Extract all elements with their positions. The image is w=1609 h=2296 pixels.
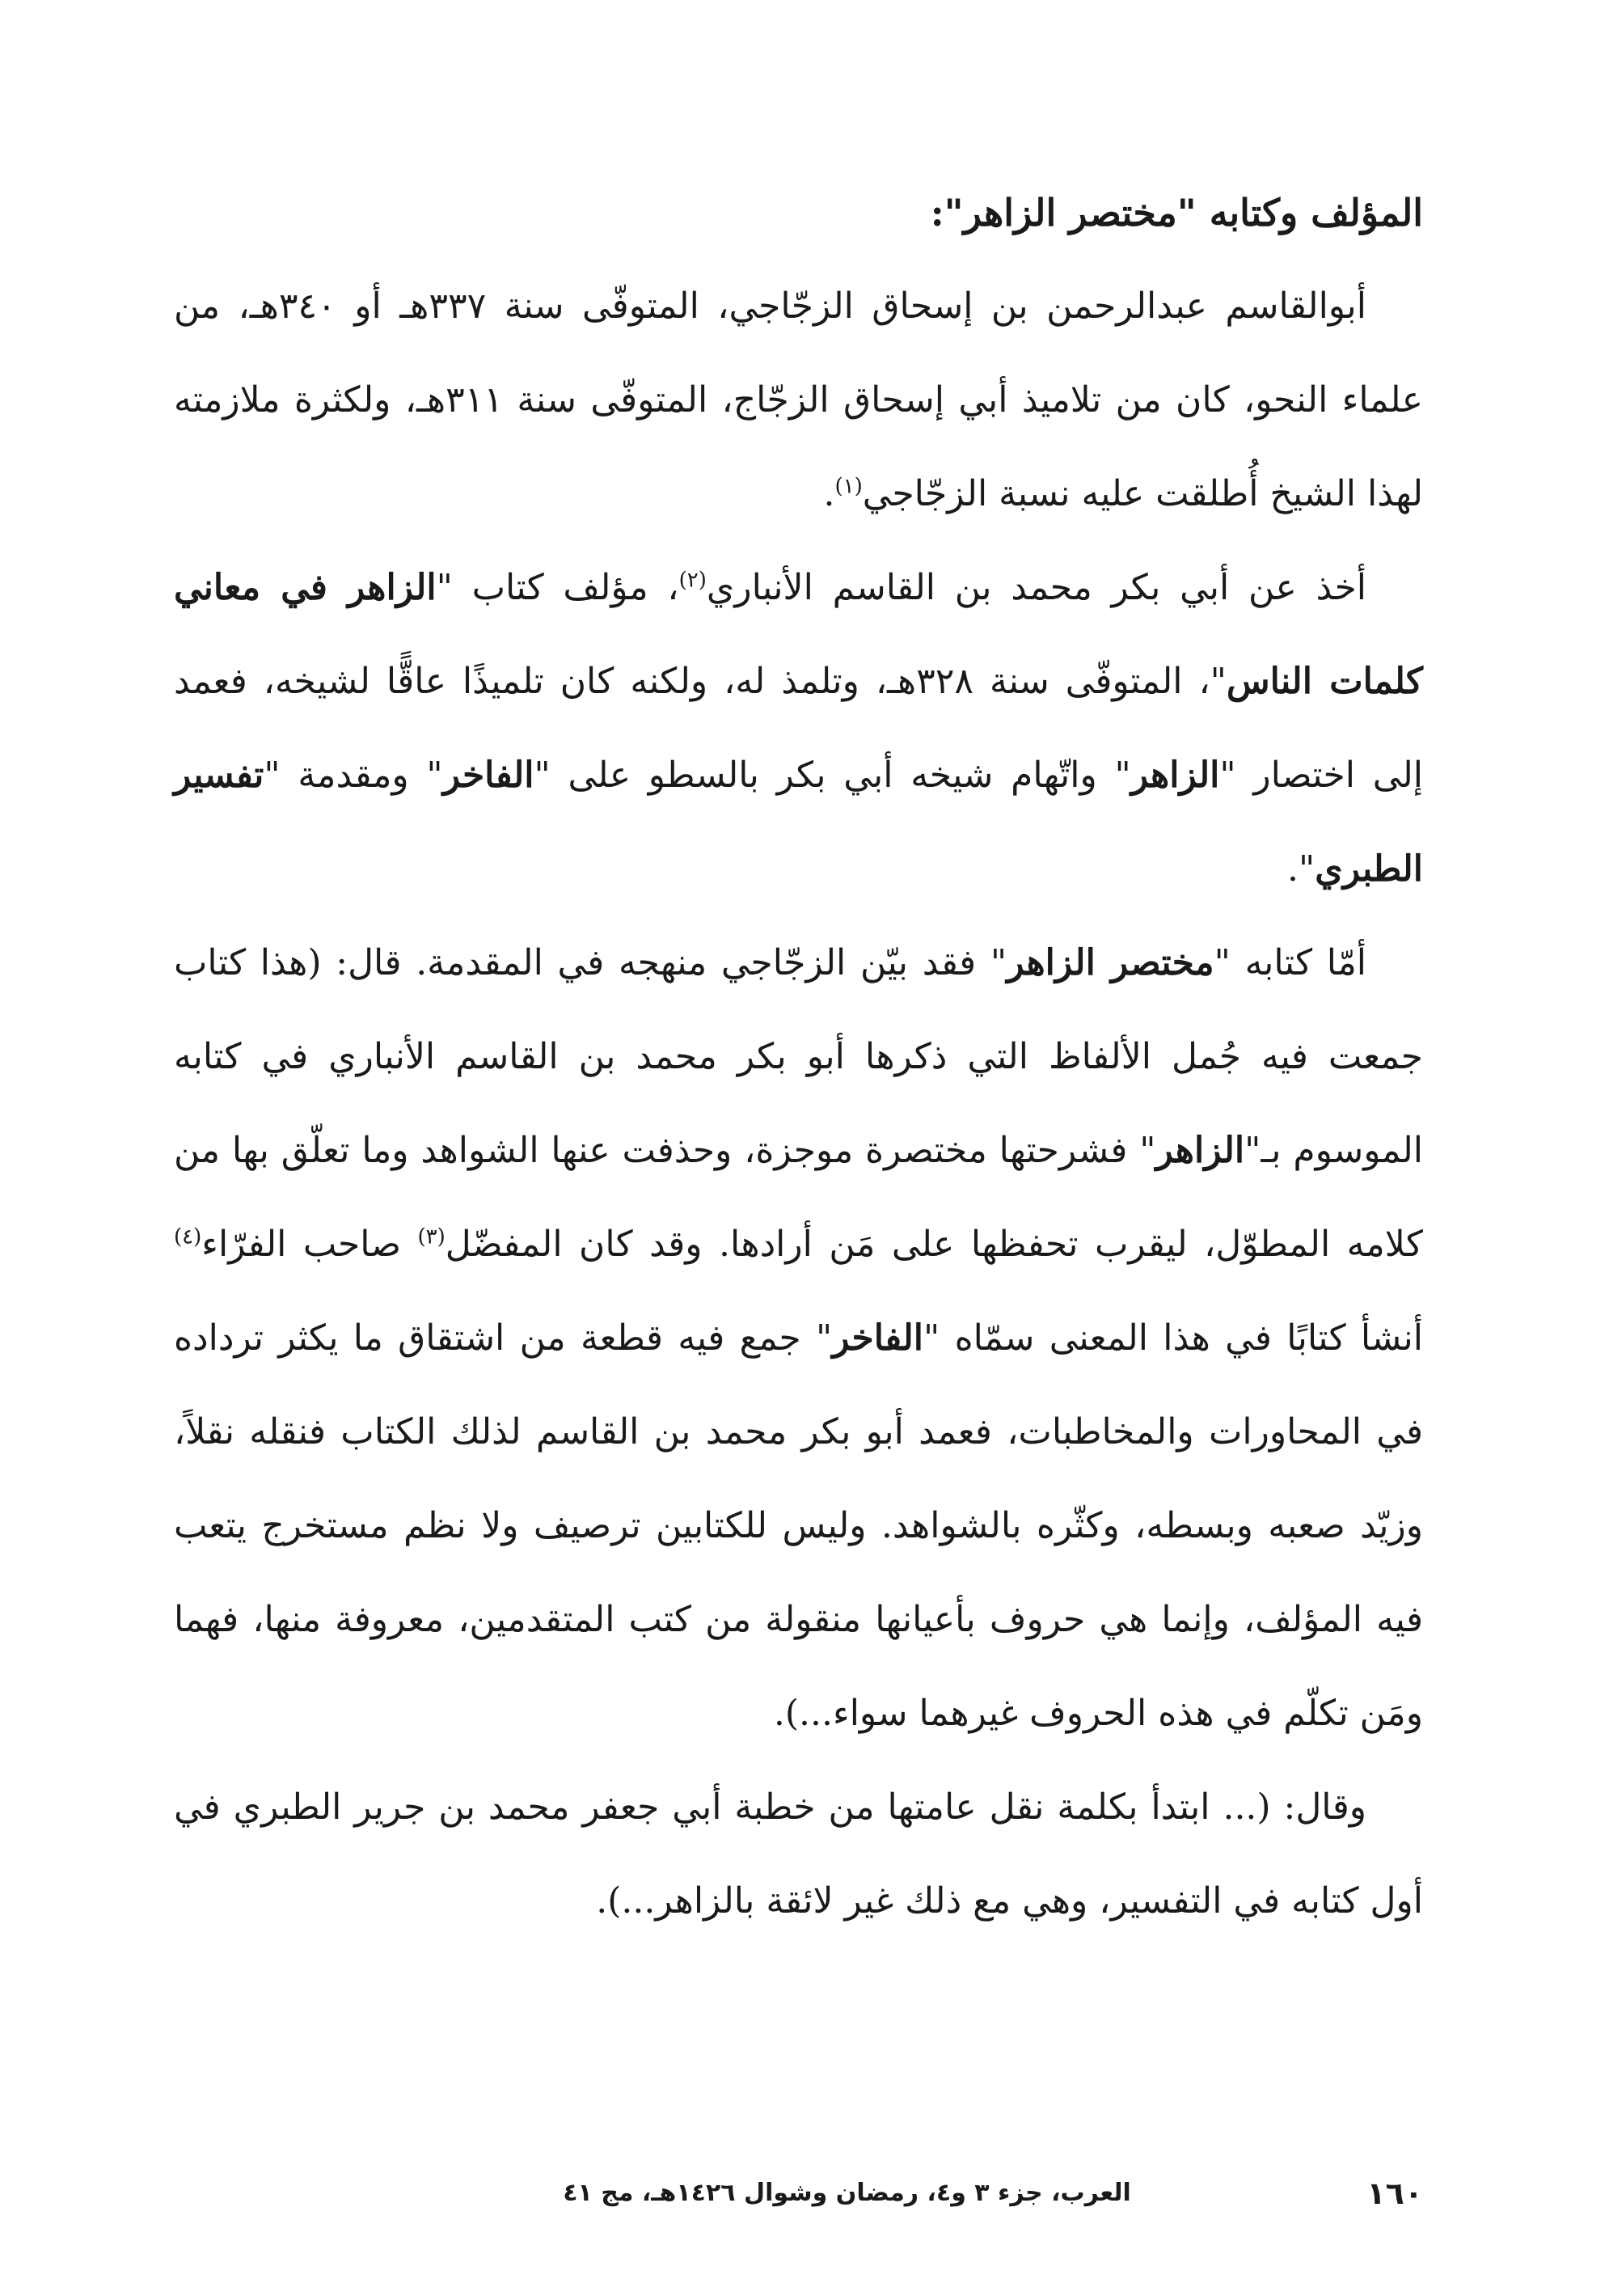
text-run: . (823, 473, 835, 514)
text-run: " واتّهام شيخه أبي بكر بالسطو على " (534, 755, 1131, 796)
paragraph (174, 260, 1423, 541)
text-run: صاحب الفرّاء (201, 1224, 418, 1265)
text-run: ، مؤلف كتاب " (436, 567, 679, 608)
text-run: ". (1287, 848, 1315, 890)
bold-title: الزاهر (1130, 755, 1220, 796)
bold-title: الزاهر في معاني كلمات الناس (174, 567, 1423, 702)
bold-title: الفاخر (832, 1317, 924, 1359)
running-footer: العرب، جزء ٣ و٤، رمضان وشوال ١٤٢٦هـ، مج ٤١ (563, 2179, 1131, 2207)
text-run: " فقد بيّن الزجّاجي منهجه في المقدمة. قال: (هذا كتاب جمعت فيه جُمل الألفاظ التي ذكرها أبو بكر محمد بن القاسم الأنباري في كتابه الموسوم بـ" (174, 942, 1424, 1171)
body-text (174, 166, 1423, 1948)
bold-title: مختصر الزاهر (1007, 942, 1214, 983)
text-run: " ومقدمة " (264, 755, 443, 796)
text-run: " جمع فيه قطعة من اشتقاق ما يكثر ترداده في المحاورات والمخاطبات، فعمد أبو بكر محمد بن القاسم لذلك الكتاب فنقله نقلاً، وزيّد صعبه وبسطه، وكثّره بالشواهد. وليس للكتابين ترصيف ولا نظم مستخرج يتعب فيه المؤلف، وإنما هي حروف بأعيانها منقولة من كتب المتقدمين، معروفة منها، فهما ومَن تكلّم في هذه الحروف غيرهما سواء...). (174, 1317, 1423, 1734)
bold-title: تفسير الطبري (174, 755, 1423, 890)
text-run: " فشرحتها مختصرة موجزة، وحذفت عنها الشواهد وما تعلّق بها من كلامه المطوّل، ليقرب تحفظها على مَن أرادها. وقد كان المفضّل (174, 1130, 1423, 1265)
page-footer (174, 2175, 1423, 2224)
footnote-marker: (٢) (678, 568, 707, 593)
bold-title: الفاخر (442, 755, 534, 796)
bold-title: الزاهر (1155, 1130, 1245, 1171)
text-run: أنشأ كتابًا في هذا المعنى سمّاه " (923, 1317, 1424, 1359)
footnote-marker: (٣) (417, 1224, 446, 1249)
paragraph (174, 916, 1423, 1761)
footnote-marker: (١) (834, 474, 863, 499)
footnote-marker: (٤) (174, 1224, 202, 1249)
page-number: ١٦٠ (1366, 2175, 1423, 2211)
text-run: أبوالقاسم عبدالرحمن بن إسحاق الزجّاجي، المتوفّى سنة ٣٣٧هـ أو ٣٤٠هـ، من علماء النحو، كان من تلاميذ أبي إسحاق الزجّاج، المتوفّى سنة ٣١١هـ، ولكثرة ملازمته لهذا الشيخ أُطلقت عليه نسبة الزجّاجي (174, 285, 1423, 514)
text-run: "، المتوفّى سنة ٣٢٨هـ، وتلمذ له، ولكنه كان تلميذًا عاقًّا لشيخه، فعمد إلى اختصار " (174, 661, 1424, 796)
paragraph (174, 1761, 1423, 1948)
text-run: أخذ عن أبي بكر محمد بن القاسم الأنباري (706, 567, 1367, 608)
text-run: أمّا كتابه " (1214, 942, 1366, 983)
paragraph (174, 541, 1423, 916)
section-heading: المؤلف وكتابه "مختصر الزاهر": (930, 191, 1423, 235)
text-run: وقال: (... ابتدأ بكلمة نقل عامتها من خطبة أبي جعفر محمد بن جرير الطبري في أول كتابه في التفسير، وهي مع ذلك غير لائقة بالزاهر...). (174, 1786, 1423, 1922)
